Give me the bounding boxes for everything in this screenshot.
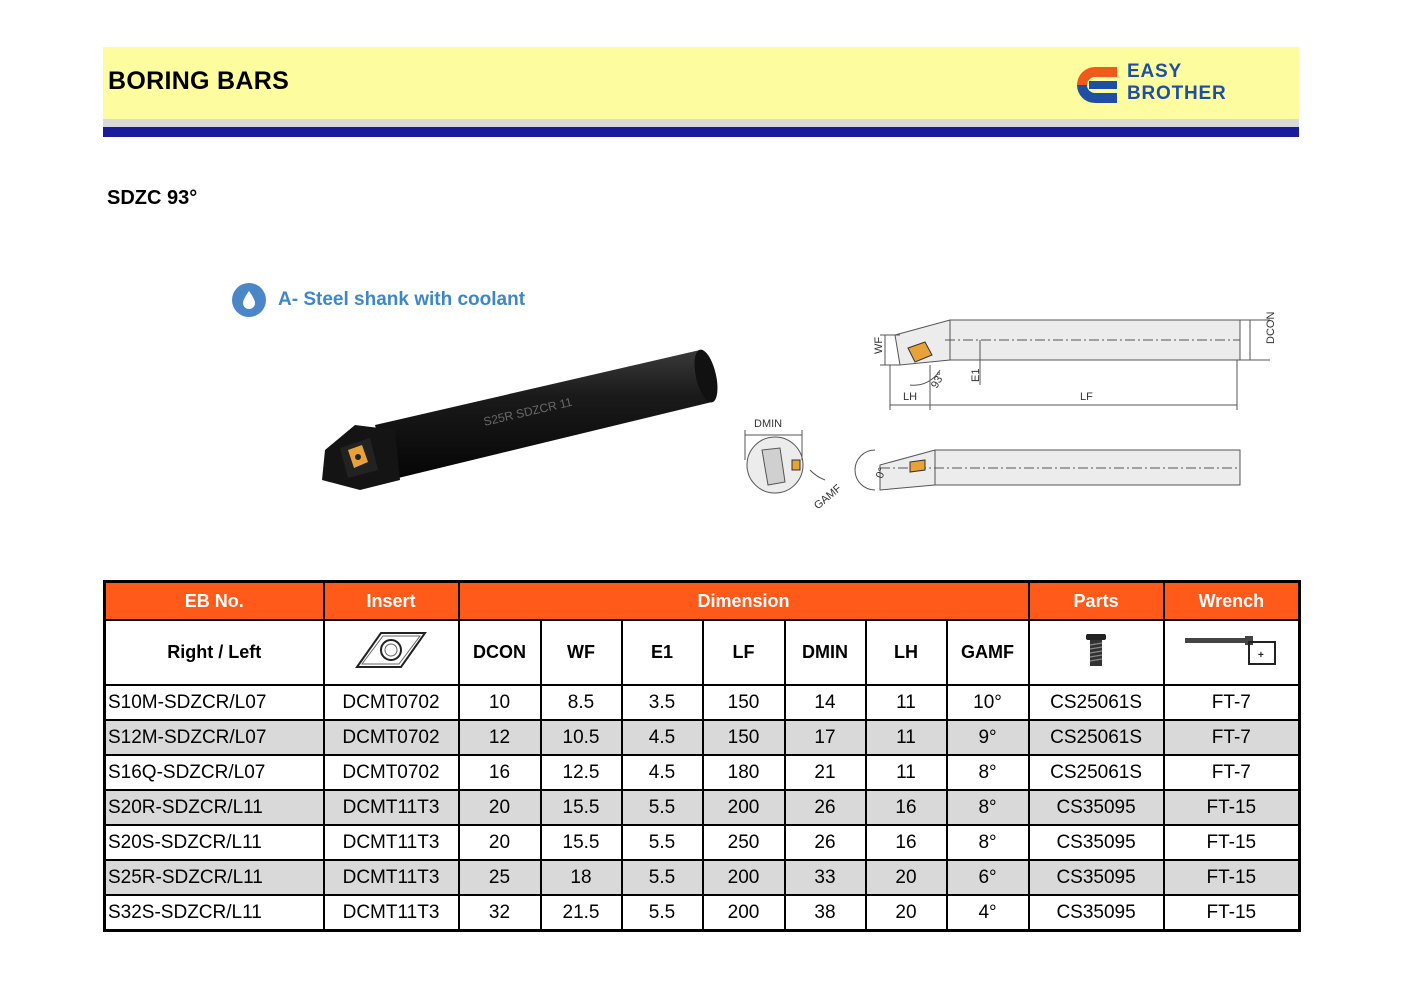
parts-cell: CS35095 [1029, 860, 1164, 895]
dimension-cell: 25 [459, 860, 541, 895]
dimension-cell: 18 [541, 860, 622, 895]
dimension-cell: 3.5 [622, 685, 703, 720]
parts-cell: CS35095 [1029, 825, 1164, 860]
table-row [105, 860, 1300, 895]
parts-cell: CS25061S [1029, 755, 1164, 790]
table-group-header-row [105, 582, 1300, 621]
wrench-cell: FT-15 [1164, 895, 1300, 931]
table-subheader-row [105, 620, 1300, 685]
wrench-cell: FT-15 [1164, 790, 1300, 825]
eb-no-cell: S16Q-SDZCR/L07 [105, 755, 324, 790]
header-grey-stripe [103, 119, 1299, 127]
dimension-cell: 12.5 [541, 755, 622, 790]
dimension-cell: 12 [459, 720, 541, 755]
wrench-cell: FT-15 [1164, 825, 1300, 860]
table-body [105, 685, 1300, 931]
dimension-cell: 6° [947, 860, 1029, 895]
wrench-cell: FT-7 [1164, 755, 1300, 790]
header-dimension: Dimension [459, 582, 1029, 621]
dimension-cell: 200 [703, 790, 785, 825]
brand-line-1: EASY [1127, 61, 1182, 82]
product-marking: S25R SDZCR 11 [482, 394, 574, 429]
dimension-cell: 16 [866, 790, 947, 825]
dimension-cell: 9° [947, 720, 1029, 755]
col-dmin: DMIN [785, 620, 866, 685]
eb-no-cell: S20S-SDZCR/L11 [105, 825, 324, 860]
dimension-cell: 5.5 [622, 825, 703, 860]
table-row [105, 895, 1300, 931]
dimension-cell: 150 [703, 720, 785, 755]
dimension-cell: 17 [785, 720, 866, 755]
header-parts: Parts [1029, 582, 1164, 621]
table-row [105, 790, 1300, 825]
eb-no-cell: S20R-SDZCR/L11 [105, 790, 324, 825]
dimension-cell: 20 [866, 860, 947, 895]
page-title: BORING BARS [108, 67, 290, 95]
dimension-cell: 5.5 [622, 895, 703, 931]
drawing-label-wf: WF [873, 336, 885, 354]
dimension-cell: 11 [866, 720, 947, 755]
col-lf: LF [703, 620, 785, 685]
dimension-cell: 8.5 [541, 685, 622, 720]
insert-cell: DCMT0702 [324, 720, 459, 755]
technical-drawing [740, 310, 1290, 530]
dimension-cell: 21.5 [541, 895, 622, 931]
dimension-cell: 26 [785, 790, 866, 825]
drawing-label-93: 93° [928, 370, 948, 391]
eb-no-cell: S10M-SDZCR/L07 [105, 685, 324, 720]
spec-table [103, 580, 1301, 932]
parts-cell: CS35095 [1029, 790, 1164, 825]
water-drop-icon [232, 283, 266, 317]
insert-cell: DCMT0702 [324, 755, 459, 790]
drawing-label-lf: LF [1080, 391, 1093, 403]
dimension-cell: 38 [785, 895, 866, 931]
feature-text: A- Steel shank with coolant [278, 289, 526, 310]
eb-no-cell: S12M-SDZCR/L07 [105, 720, 324, 755]
col-lh: LH [866, 620, 947, 685]
wrench-icon [1164, 620, 1300, 685]
dimension-cell: 33 [785, 860, 866, 895]
brand-name [1127, 61, 1227, 105]
col-e1: E1 [622, 620, 703, 685]
insert-cell: DCMT11T3 [324, 895, 459, 931]
boring-bar-photo [300, 330, 730, 510]
dimension-cell: 20 [459, 790, 541, 825]
dimension-cell: 200 [703, 895, 785, 931]
drawing-label-e1: E1 [970, 368, 982, 382]
dimension-cell: 26 [785, 825, 866, 860]
table-row [105, 825, 1300, 860]
header-blue-stripe [103, 127, 1299, 137]
dimension-cell: 4.5 [622, 755, 703, 790]
dimension-cell: 180 [703, 755, 785, 790]
header-banner [103, 47, 1299, 119]
dimension-cell: 10° [947, 685, 1029, 720]
dimension-cell: 11 [866, 755, 947, 790]
eb-no-cell: S32S-SDZCR/L11 [105, 895, 324, 931]
easy-brother-logo-icon [1075, 65, 1119, 105]
dimension-cell: 8° [947, 790, 1029, 825]
dimension-cell: 4.5 [622, 720, 703, 755]
dimension-cell: 16 [459, 755, 541, 790]
parts-cell: CS25061S [1029, 685, 1164, 720]
row-label-right-left: Right / Left [105, 620, 324, 685]
dimension-cell: 10.5 [541, 720, 622, 755]
dimension-cell: 8° [947, 755, 1029, 790]
parts-cell: CS35095 [1029, 895, 1164, 931]
insert-cell: DCMT11T3 [324, 825, 459, 860]
dimension-cell: 250 [703, 825, 785, 860]
header-eb-no: EB No. [105, 582, 324, 621]
drawing-label-0: 0° [873, 466, 889, 481]
table-row [105, 720, 1300, 755]
dimension-cell: 21 [785, 755, 866, 790]
dimension-cell: 5.5 [622, 860, 703, 895]
insert-diamond-icon [324, 620, 459, 685]
insert-cell: DCMT11T3 [324, 860, 459, 895]
model-title: SDZC 93° [107, 187, 198, 209]
dimension-cell: 20 [459, 825, 541, 860]
col-gamf: GAMF [947, 620, 1029, 685]
feature-label [232, 283, 525, 317]
parts-cell: CS25061S [1029, 720, 1164, 755]
insert-cell: DCMT0702 [324, 685, 459, 720]
dimension-cell: 200 [703, 860, 785, 895]
col-dcon: DCON [459, 620, 541, 685]
col-wf: WF [541, 620, 622, 685]
header-wrench: Wrench [1164, 582, 1300, 621]
insert-cell: DCMT11T3 [324, 790, 459, 825]
brand-logo [1075, 61, 1255, 107]
drawing-label-gamf: GAMF [811, 482, 845, 513]
wrench-cell: FT-7 [1164, 720, 1300, 755]
table-row [105, 755, 1300, 790]
dimension-cell: 10 [459, 685, 541, 720]
dimension-cell: 15.5 [541, 825, 622, 860]
dimension-cell: 16 [866, 825, 947, 860]
dimension-cell: 150 [703, 685, 785, 720]
drawing-label-lh: LH [903, 391, 918, 403]
brand-line-2: BROTHER [1127, 83, 1227, 104]
wrench-cell: FT-7 [1164, 685, 1300, 720]
dimension-cell: 15.5 [541, 790, 622, 825]
table-row [105, 685, 1300, 720]
wrench-cell: FT-15 [1164, 860, 1300, 895]
dimension-cell: 8° [947, 825, 1029, 860]
eb-no-cell: S25R-SDZCR/L11 [105, 860, 324, 895]
drawing-label-dmin: DMIN [754, 418, 783, 430]
dimension-cell: 14 [785, 685, 866, 720]
dimension-cell: 4° [947, 895, 1029, 931]
svg-text:+: + [1258, 650, 1265, 661]
screw-icon [1029, 620, 1164, 685]
dimension-cell: 32 [459, 895, 541, 931]
header-insert: Insert [324, 582, 459, 621]
dimension-cell: 11 [866, 685, 947, 720]
drawing-label-dcon: DCON [1265, 311, 1277, 344]
dimension-cell: 20 [866, 895, 947, 931]
dimension-cell: 5.5 [622, 790, 703, 825]
